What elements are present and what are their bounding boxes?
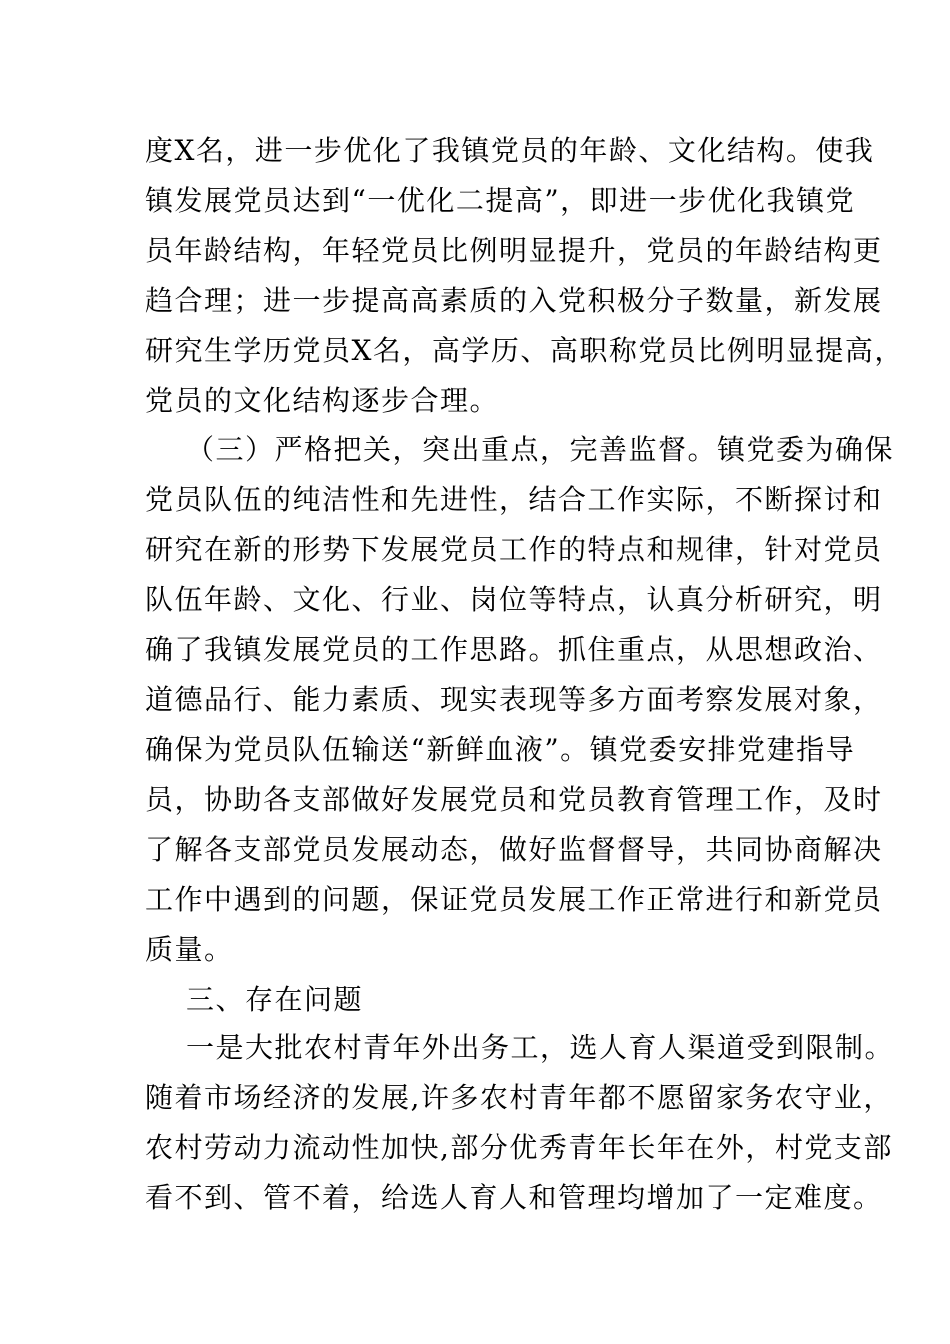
text-line: 农村劳动力流动性加快,部分优秀青年长年在外，村党支部 [145,1131,893,1164]
text-line: 确保为党员队伍输送“新鲜血液”。镇党委安排党建指导 [145,733,856,766]
text-line: 随着市场经济的发展,许多农村青年都不愿留家务农守业， [145,1081,893,1114]
text-line: 员年龄结构，年轻党员比例明显提升，党员的年龄结构更 [145,234,883,267]
text-line: 党员队伍的纯洁性和先进性，结合工作实际，不断探讨和 [145,483,883,516]
paragraph-start-line: 一是大批农村青年外出务工，选人育人渠道受到限制。 [186,1031,895,1064]
text-line: 确了我镇发展党员的工作思路。抓住重点，从思想政治、 [145,633,883,666]
text-line: 看不到、管不着，给选人育人和管理均增加了一定难度。 [145,1181,883,1214]
paragraph-start-line: （三）严格把关，突出重点，完善监督。镇党委为确保 [186,433,895,466]
text-line: 趋合理；进一步提高高素质的入党积极分子数量，新发展 [145,284,883,317]
text-line: 研究在新的形势下发展党员工作的特点和规律，针对党员 [145,533,883,566]
text-line: 质量。 [145,933,234,966]
section-heading: 三、存在问题 [186,983,364,1016]
text-line: 道德品行、能力素质、现实表现等多方面考察发展对象， [145,683,883,716]
text-line: 队伍年龄、文化、行业、岗位等特点，认真分析研究，明 [145,583,883,616]
text-line: 研究生学历党员X名，高学历、高职称党员比例明显提高， [145,334,904,367]
text-line: 工作中遇到的问题，保证党员发展工作正常进行和新党员 [145,883,883,916]
text-line: 员，协助各支部做好发展党员和党员教育管理工作，及时 [145,783,883,816]
text-line: 了解各支部党员发展动态，做好监督督导，共同协商解决 [145,833,883,866]
text-line: 度X名，进一步优化了我镇党员的年龄、文化结构。使我 [145,134,875,167]
text-line: 党员的文化结构逐步合理。 [145,384,500,417]
text-line: 镇发展党员达到“一优化二提高”，即进一步优化我镇党 [145,184,856,217]
